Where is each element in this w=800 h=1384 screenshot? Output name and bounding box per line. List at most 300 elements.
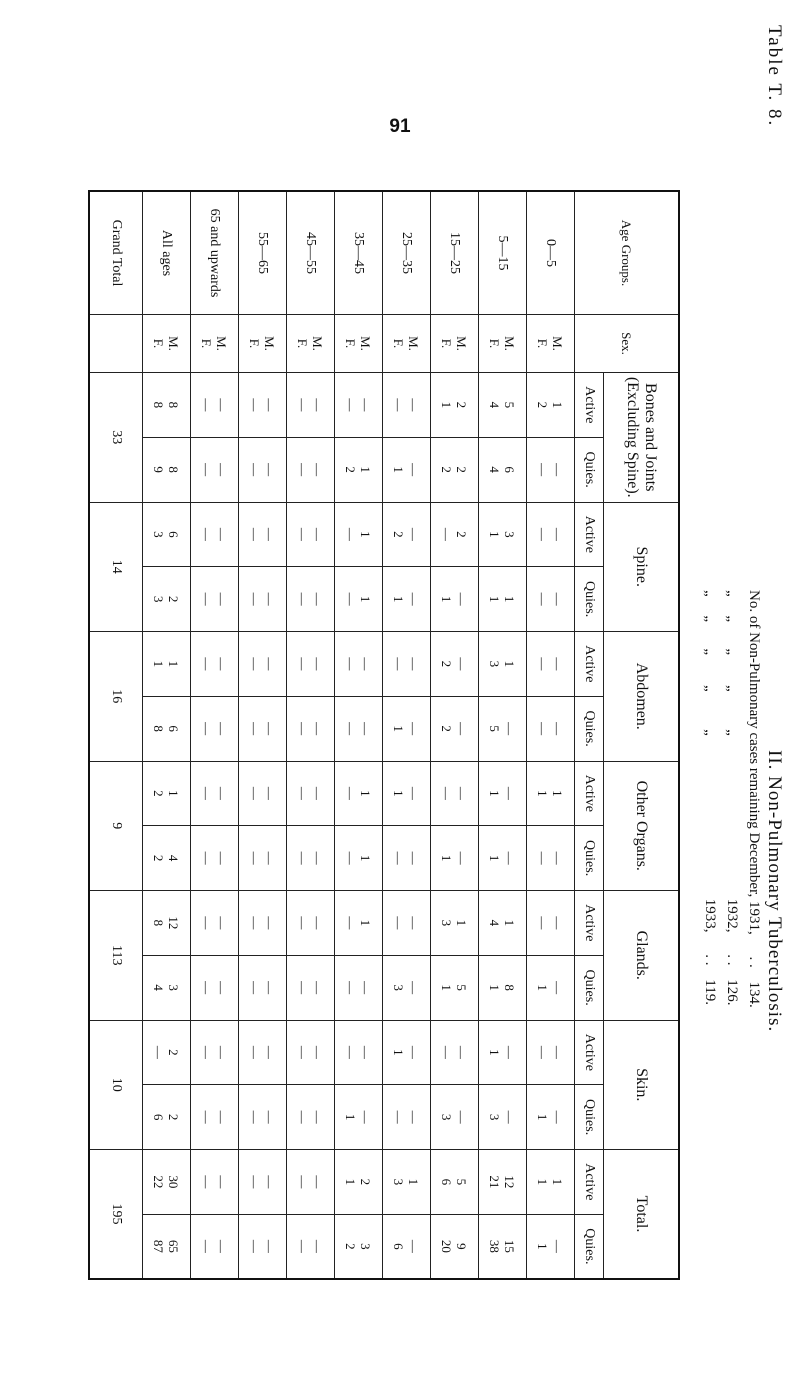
male-value: —: [214, 398, 230, 412]
value-cell: [383, 632, 431, 697]
female-value: 3: [439, 1113, 455, 1121]
value-cell: [527, 632, 575, 697]
quies-subheader: Quies.: [575, 955, 604, 1020]
male-value: 4: [166, 854, 182, 862]
value-cell: [287, 826, 335, 891]
female-value: —: [535, 916, 551, 930]
value-cell: [191, 1150, 239, 1215]
footnote-value-3: 119.: [702, 979, 718, 1005]
female-value: —: [535, 463, 551, 477]
male-value: —: [310, 657, 326, 671]
male-value: —: [214, 851, 230, 865]
value-cell: [383, 502, 431, 567]
grand-total-sex-blank: [89, 315, 143, 373]
sex-label: F.: [439, 338, 455, 349]
female-value: —: [199, 786, 215, 800]
male-value: —: [406, 851, 422, 865]
female-value: —: [343, 722, 359, 736]
female-value: —: [535, 592, 551, 606]
value-cell: [431, 632, 479, 697]
grand-total-value: 10: [89, 1020, 143, 1150]
active-subheader: Active: [575, 761, 604, 826]
value-cell: [335, 567, 383, 632]
value-cell: [287, 437, 335, 502]
female-value: —: [247, 1045, 263, 1059]
male-value: —: [358, 1110, 374, 1124]
male-value: —: [214, 916, 230, 930]
female-value: 1: [343, 1113, 359, 1121]
female-value: 2: [439, 660, 455, 668]
female-value: —: [439, 527, 455, 541]
female-value: —: [247, 722, 263, 736]
male-value: —: [262, 916, 278, 930]
male-value: —: [310, 527, 326, 541]
tuberculosis-table-wrapper: [88, 190, 680, 1280]
male-value: —: [310, 786, 326, 800]
value-cell: [431, 1150, 479, 1215]
footnote-value-2: 126.: [724, 979, 740, 1006]
value-cell: [335, 1020, 383, 1085]
value-cell: [143, 1085, 191, 1150]
male-value: 1: [166, 790, 182, 797]
male-value: —: [262, 592, 278, 606]
female-value: —: [199, 527, 215, 541]
male-value: —: [550, 851, 566, 865]
value-cell: [191, 437, 239, 502]
age-group-cell: 0—5: [527, 191, 575, 315]
male-value: 8: [166, 401, 182, 409]
male-value: —: [454, 786, 470, 800]
female-value: —: [439, 786, 455, 800]
value-cell: [239, 1020, 287, 1085]
male-value: 5: [502, 401, 518, 409]
value-cell: [335, 1085, 383, 1150]
value-cell: [479, 696, 527, 761]
value-cell: [431, 437, 479, 502]
value-cell: [383, 1020, 431, 1085]
male-value: —: [262, 1239, 278, 1253]
value-cell: [335, 891, 383, 956]
value-cell: [143, 1020, 191, 1085]
table-row: [191, 191, 239, 1279]
male-value: —: [214, 463, 230, 477]
footnote-line-2: „ „ „ „ „ 1932, . . 126.: [724, 590, 740, 1006]
sex-label: F.: [487, 338, 503, 349]
value-cell: [191, 1085, 239, 1150]
female-value: 3: [391, 984, 407, 991]
value-cell: [335, 955, 383, 1020]
quies-subheader: Quies.: [575, 696, 604, 761]
value-cell: [527, 696, 575, 761]
value-cell: [239, 567, 287, 632]
value-cell: [191, 632, 239, 697]
male-value: —: [406, 1110, 422, 1124]
sex-cell: [143, 315, 191, 373]
female-value: 1: [391, 1049, 407, 1056]
female-value: —: [343, 786, 359, 800]
male-value: 2: [166, 1113, 182, 1121]
value-cell: [431, 502, 479, 567]
female-value: —: [295, 722, 311, 736]
value-cell: [143, 502, 191, 567]
female-value: —: [247, 657, 263, 671]
female-value: 8: [151, 919, 167, 927]
value-cell: [287, 373, 335, 438]
female-value: 2: [343, 1243, 359, 1250]
value-cell: [191, 891, 239, 956]
female-value: —: [295, 786, 311, 800]
female-value: —: [199, 1045, 215, 1059]
value-cell: [335, 696, 383, 761]
grand-total-value: 113: [89, 891, 143, 1021]
value-cell: [143, 955, 191, 1020]
value-cell: [191, 1214, 239, 1279]
value-cell: [479, 955, 527, 1020]
quies-subheader: Quies.: [575, 567, 604, 632]
female-value: —: [247, 527, 263, 541]
value-cell: [527, 502, 575, 567]
female-value: —: [535, 722, 551, 736]
quies-subheader: Quies.: [575, 1085, 604, 1150]
male-value: —: [406, 592, 422, 606]
grand-total-value: 33: [89, 373, 143, 503]
sex-label: M.: [358, 336, 374, 351]
female-value: —: [439, 1045, 455, 1059]
male-value: —: [310, 463, 326, 477]
value-cell: [383, 891, 431, 956]
table-row: [383, 191, 431, 1279]
female-value: —: [535, 657, 551, 671]
male-value: 6: [166, 531, 182, 538]
active-subheader: Active: [575, 1020, 604, 1085]
female-value: 2: [391, 531, 407, 538]
female-value: 1: [487, 854, 503, 862]
value-cell: [191, 567, 239, 632]
value-cell: [527, 761, 575, 826]
female-value: 3: [391, 1178, 407, 1186]
female-value: 6: [151, 1113, 167, 1121]
female-value: 8: [151, 725, 167, 732]
value-cell: [287, 696, 335, 761]
male-value: —: [214, 1045, 230, 1059]
value-cell: [383, 761, 431, 826]
female-value: —: [295, 527, 311, 541]
grand-total-row: [89, 191, 143, 1279]
value-cell: [431, 1214, 479, 1279]
male-value: —: [502, 1045, 518, 1059]
sex-label: M.: [214, 336, 230, 351]
male-value: 65: [166, 1239, 182, 1253]
female-value: —: [199, 1239, 215, 1253]
male-value: —: [454, 592, 470, 606]
female-value: —: [535, 851, 551, 865]
male-value: —: [310, 1175, 326, 1189]
male-value: —: [550, 657, 566, 671]
male-value: 2: [454, 401, 470, 409]
value-cell: [287, 1085, 335, 1150]
sex-header: Sex.: [575, 315, 680, 373]
value-cell: [479, 567, 527, 632]
active-subheader: Active: [575, 1150, 604, 1215]
male-value: —: [262, 1045, 278, 1059]
value-cell: [479, 1214, 527, 1279]
age-groups-header: Age Groups.: [575, 191, 680, 315]
male-value: 2: [166, 595, 182, 603]
male-value: 1: [166, 660, 182, 668]
male-value: 2: [454, 466, 470, 473]
value-cell: [143, 1150, 191, 1215]
sex-label: F.: [343, 338, 359, 349]
female-value: —: [199, 981, 215, 995]
age-group-cell: All ages: [143, 191, 191, 315]
value-cell: [431, 373, 479, 438]
male-value: —: [502, 722, 518, 736]
sex-label: F.: [151, 338, 167, 349]
male-value: —: [310, 592, 326, 606]
value-cell: [383, 437, 431, 502]
value-cell: [383, 373, 431, 438]
female-value: —: [295, 657, 311, 671]
value-cell: [191, 502, 239, 567]
value-cell: [191, 955, 239, 1020]
table-row: [335, 191, 383, 1279]
value-cell: [527, 567, 575, 632]
female-value: 22: [151, 1175, 167, 1189]
quies-subheader: Quies.: [575, 826, 604, 891]
female-value: —: [295, 981, 311, 995]
quies-subheader: Quies.: [575, 437, 604, 502]
value-cell: [143, 567, 191, 632]
male-value: —: [214, 592, 230, 606]
male-value: 1: [358, 790, 374, 797]
value-cell: [287, 761, 335, 826]
page-number: 91: [389, 116, 411, 137]
value-cell: [143, 696, 191, 761]
value-cell: [287, 567, 335, 632]
value-cell: [527, 437, 575, 502]
male-value: —: [214, 527, 230, 541]
value-cell: [191, 696, 239, 761]
male-value: —: [502, 851, 518, 865]
value-cell: [479, 437, 527, 502]
female-value: —: [151, 1045, 167, 1059]
male-value: —: [550, 722, 566, 736]
sex-label: M.: [502, 336, 518, 351]
female-value: —: [247, 398, 263, 412]
male-value: 6: [502, 466, 518, 473]
table-caption: Table T. 8.: [764, 25, 785, 128]
male-value: —: [550, 1045, 566, 1059]
group-header-skin: Skin.: [604, 1020, 680, 1150]
female-value: —: [247, 592, 263, 606]
group-header-abdomen: Abdomen.: [604, 632, 680, 762]
female-value: 1: [151, 660, 167, 668]
male-value: —: [310, 1045, 326, 1059]
female-value: 1: [535, 790, 551, 797]
female-value: 1: [535, 984, 551, 991]
male-value: 2: [454, 531, 470, 538]
value-cell: [431, 696, 479, 761]
male-value: —: [310, 398, 326, 412]
male-value: —: [310, 981, 326, 995]
group-header-spine: Spine.: [604, 502, 680, 632]
value-cell: [143, 373, 191, 438]
sex-label: F.: [391, 338, 407, 349]
female-value: —: [343, 398, 359, 412]
male-value: 1: [550, 401, 566, 409]
value-cell: [191, 761, 239, 826]
female-value: —: [295, 1045, 311, 1059]
female-value: 1: [439, 595, 455, 603]
value-cell: [143, 891, 191, 956]
age-group-cell: 65 and upwards: [191, 191, 239, 315]
female-value: —: [295, 1110, 311, 1124]
value-cell: [239, 502, 287, 567]
value-cell: [527, 1085, 575, 1150]
male-value: —: [406, 981, 422, 995]
value-cell: [383, 955, 431, 1020]
male-value: —: [262, 463, 278, 477]
female-value: —: [199, 916, 215, 930]
female-value: —: [391, 851, 407, 865]
female-value: —: [199, 657, 215, 671]
female-value: 6: [439, 1178, 455, 1186]
value-cell: [287, 955, 335, 1020]
female-value: —: [199, 398, 215, 412]
male-value: 1: [406, 1178, 422, 1186]
value-cell: [143, 437, 191, 502]
group-header-glands: Glands.: [604, 891, 680, 1021]
female-value: —: [247, 851, 263, 865]
female-value: 2: [151, 790, 167, 797]
female-value: —: [343, 657, 359, 671]
value-cell: [239, 1085, 287, 1150]
value-cell: [479, 1020, 527, 1085]
male-value: —: [310, 916, 326, 930]
female-value: —: [247, 1239, 263, 1253]
female-value: 1: [439, 854, 455, 862]
value-cell: [239, 437, 287, 502]
male-value: —: [550, 916, 566, 930]
sex-label: M.: [406, 336, 422, 351]
male-value: 9: [454, 1243, 470, 1250]
sex-label: M.: [310, 336, 326, 351]
active-subheader: Active: [575, 891, 604, 956]
female-value: 1: [439, 401, 455, 409]
female-value: —: [247, 1175, 263, 1189]
value-cell: [239, 373, 287, 438]
value-cell: [287, 632, 335, 697]
female-value: —: [247, 463, 263, 477]
female-value: —: [391, 398, 407, 412]
value-cell: [527, 891, 575, 956]
male-value: —: [214, 722, 230, 736]
value-cell: [527, 955, 575, 1020]
value-cell: [239, 1150, 287, 1215]
value-cell: [431, 1085, 479, 1150]
male-value: —: [262, 398, 278, 412]
value-cell: [527, 1150, 575, 1215]
female-value: 4: [487, 401, 503, 409]
table-row: [143, 191, 191, 1279]
female-value: —: [247, 1110, 263, 1124]
male-value: —: [454, 1045, 470, 1059]
value-cell: [479, 826, 527, 891]
value-cell: [527, 826, 575, 891]
value-cell: [431, 1020, 479, 1085]
table-row: [527, 191, 575, 1279]
sex-label: M.: [166, 336, 182, 351]
female-value: 1: [391, 466, 407, 473]
value-cell: [383, 826, 431, 891]
female-value: 4: [487, 466, 503, 473]
value-cell: [143, 761, 191, 826]
male-value: 1: [502, 595, 518, 603]
female-value: —: [391, 916, 407, 930]
table-row: [479, 191, 527, 1279]
female-value: 3: [439, 919, 455, 927]
sex-cell: [191, 315, 239, 373]
table-row: [239, 191, 287, 1279]
sex-cell: [239, 315, 287, 373]
male-value: —: [406, 1239, 422, 1253]
value-cell: [335, 373, 383, 438]
value-cell: [431, 955, 479, 1020]
value-cell: [191, 826, 239, 891]
value-cell: [479, 502, 527, 567]
female-value: —: [343, 981, 359, 995]
value-cell: [527, 373, 575, 438]
value-cell: [527, 1020, 575, 1085]
female-value: —: [343, 916, 359, 930]
sex-label: F.: [295, 338, 311, 349]
value-cell: [479, 373, 527, 438]
female-value: 3: [487, 1113, 503, 1121]
female-value: —: [535, 527, 551, 541]
male-value: 8: [166, 466, 182, 473]
active-subheader: Active: [575, 502, 604, 567]
male-value: —: [214, 1175, 230, 1189]
male-value: —: [310, 1239, 326, 1253]
female-value: 38: [487, 1239, 503, 1253]
female-value: 20: [439, 1239, 455, 1253]
value-cell: [287, 502, 335, 567]
value-cell: [431, 761, 479, 826]
active-subheader: Active: [575, 632, 604, 697]
male-value: —: [550, 981, 566, 995]
female-value: —: [199, 722, 215, 736]
group-header-other-organs: Other Organs.: [604, 761, 680, 891]
female-value: —: [391, 657, 407, 671]
female-value: 1: [391, 595, 407, 603]
female-value: 1: [391, 790, 407, 797]
male-value: —: [262, 981, 278, 995]
female-value: —: [247, 916, 263, 930]
age-group-cell: 55—65: [239, 191, 287, 315]
female-value: 1: [487, 531, 503, 538]
value-cell: [239, 826, 287, 891]
footnote-line-1: No. of Non-Pulmonary cases remaining December, 1931, . . 134.: [746, 590, 762, 1008]
male-value: 3: [358, 1243, 374, 1250]
female-value: —: [295, 1175, 311, 1189]
active-subheader: Active: [575, 373, 604, 438]
value-cell: [431, 567, 479, 632]
male-value: —: [262, 1175, 278, 1189]
value-cell: [479, 1085, 527, 1150]
age-group-cell: 15—25: [431, 191, 479, 315]
value-cell: [335, 826, 383, 891]
footnote-text-1: No. of Non-Pulmonary cases remaining December, 1931,: [746, 590, 762, 935]
